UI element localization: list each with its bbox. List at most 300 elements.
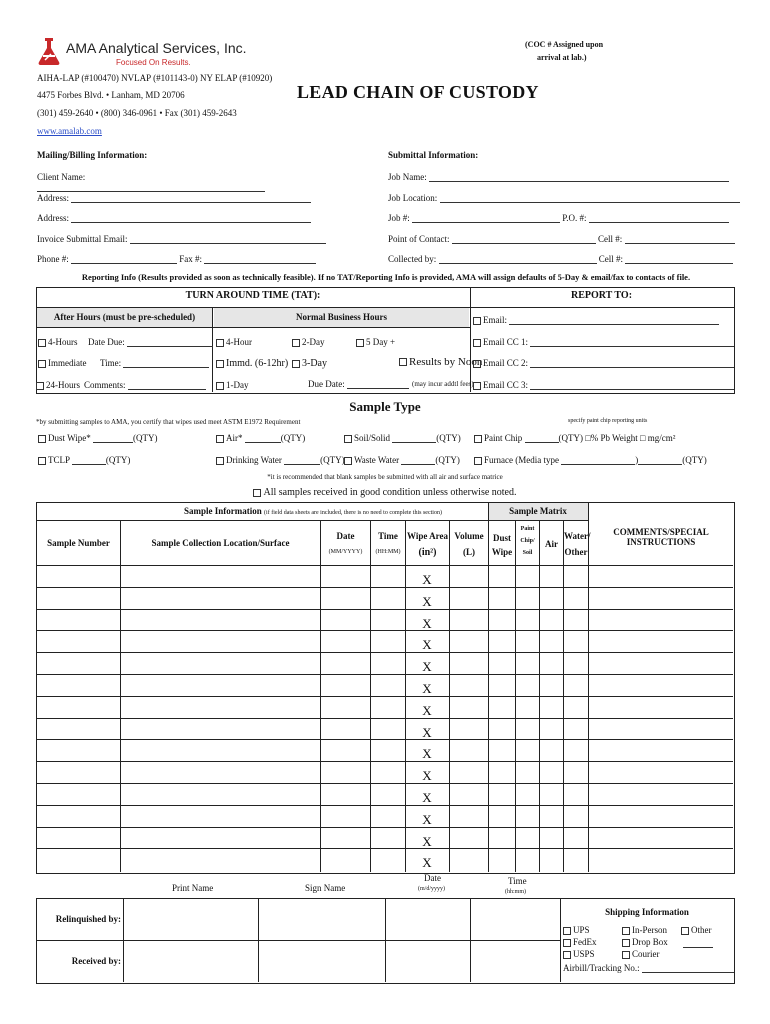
drinking-water-qty-field[interactable] bbox=[284, 455, 320, 465]
date-cell[interactable] bbox=[321, 697, 369, 717]
client-name-row bbox=[37, 172, 312, 192]
two-day-label: 2-Day bbox=[302, 337, 325, 347]
time-cell[interactable] bbox=[371, 784, 404, 804]
waste-water-qty-field[interactable] bbox=[401, 455, 435, 465]
drinking-water-label: Drinking Water bbox=[226, 455, 282, 465]
three-day-checkbox[interactable] bbox=[292, 360, 300, 368]
time-cell[interactable] bbox=[371, 566, 404, 586]
sample-number-cell[interactable] bbox=[38, 566, 119, 586]
col-paint: Paint bbox=[520, 526, 535, 532]
sample-number-cell[interactable] bbox=[38, 828, 119, 848]
time-cell[interactable] bbox=[371, 740, 404, 760]
wipe-area-cell[interactable]: X bbox=[422, 855, 432, 870]
ship-other-checkbox[interactable] bbox=[681, 927, 689, 935]
paint-chip-label: Paint Chip bbox=[484, 433, 523, 443]
col-comments: COMMENTS/SPECIAL INSTRUCTIONS bbox=[613, 527, 709, 547]
water-other-cell[interactable] bbox=[564, 631, 587, 651]
air-cell[interactable] bbox=[540, 675, 562, 695]
ship-fedex-label: FedEx bbox=[573, 937, 597, 947]
air-cell[interactable] bbox=[540, 719, 562, 739]
date-cell[interactable] bbox=[321, 719, 369, 739]
date-cell[interactable] bbox=[321, 784, 369, 804]
dust-wipe-cell[interactable] bbox=[489, 762, 514, 782]
four-hour-option[interactable] bbox=[216, 337, 252, 347]
wipe-area-cell[interactable]: X bbox=[422, 637, 432, 652]
date-cell[interactable] bbox=[321, 762, 369, 782]
immediate-checkbox[interactable] bbox=[38, 360, 46, 368]
report-cc1-checkbox[interactable] bbox=[473, 339, 481, 347]
date-cell[interactable] bbox=[321, 566, 369, 586]
volume-cell[interactable] bbox=[450, 740, 487, 760]
location-cell[interactable] bbox=[121, 675, 319, 695]
water-other-cell[interactable] bbox=[564, 719, 587, 739]
paint-chip-cell[interactable] bbox=[516, 697, 538, 717]
water-other-cell[interactable] bbox=[564, 784, 587, 804]
air-cell[interactable] bbox=[540, 697, 562, 717]
one-day-checkbox[interactable] bbox=[216, 382, 224, 390]
address1-label: Address: bbox=[37, 193, 69, 203]
time-label-bottom: Time bbox=[508, 876, 527, 886]
company-name: AMA Analytical Services, Inc. bbox=[66, 40, 247, 56]
tracking-field[interactable] bbox=[642, 963, 734, 973]
time-cell[interactable] bbox=[371, 762, 404, 782]
job-no-field[interactable] bbox=[412, 213, 560, 223]
client-name-field[interactable] bbox=[37, 182, 265, 192]
volume-cell[interactable] bbox=[450, 719, 487, 739]
paint-chip-option[interactable] bbox=[474, 433, 675, 443]
address1-field[interactable] bbox=[71, 193, 311, 203]
sample-number-cell[interactable] bbox=[38, 631, 119, 651]
air-cell[interactable] bbox=[540, 653, 562, 673]
date-cell[interactable] bbox=[321, 653, 369, 673]
po-field[interactable] bbox=[589, 213, 729, 223]
location-cell[interactable] bbox=[121, 631, 319, 651]
report-email-field[interactable] bbox=[509, 315, 719, 325]
water-other-cell[interactable] bbox=[564, 806, 587, 826]
twentyfour-hours-option[interactable] bbox=[36, 380, 80, 390]
air-qty-field[interactable] bbox=[245, 433, 281, 443]
soil-qty-label: (QTY) bbox=[436, 433, 461, 443]
immd-label: Immd. (6-12hr) bbox=[226, 358, 289, 369]
invoice-email-field[interactable] bbox=[130, 234, 326, 244]
immd-checkbox[interactable] bbox=[216, 360, 224, 368]
sample-number-cell[interactable] bbox=[38, 588, 119, 608]
report-cc1-field[interactable] bbox=[530, 337, 734, 347]
after-hours-heading: After Hours (must be pre-scheduled) bbox=[37, 308, 212, 327]
sample-info-title: Sample Information bbox=[184, 506, 262, 516]
dust-wipe-cell[interactable] bbox=[489, 697, 514, 717]
comments-cell[interactable] bbox=[589, 675, 732, 695]
received-sign-field[interactable] bbox=[259, 941, 385, 982]
job-location-row bbox=[388, 193, 740, 203]
immd-option[interactable] bbox=[216, 358, 288, 369]
date-cell[interactable] bbox=[321, 631, 369, 651]
sample-number-cell[interactable] bbox=[38, 740, 119, 760]
date-due-label: Date Due: bbox=[88, 337, 125, 347]
comments-cell[interactable] bbox=[589, 719, 732, 739]
air-cell[interactable] bbox=[540, 806, 562, 826]
company-address: 4475 Forbes Blvd. • Lanham, MD 20706 bbox=[37, 90, 185, 100]
comments-cell[interactable] bbox=[589, 610, 732, 630]
location-cell[interactable] bbox=[121, 849, 319, 869]
two-day-option[interactable] bbox=[292, 337, 325, 347]
report-cc2-row bbox=[473, 358, 734, 368]
sample-number-cell[interactable] bbox=[38, 784, 119, 804]
relinquished-by-label: Relinquished by: bbox=[55, 914, 121, 924]
paint-chip-cell[interactable] bbox=[516, 566, 538, 586]
sample-number-cell[interactable] bbox=[38, 653, 119, 673]
wipe-area-cell[interactable]: X bbox=[422, 703, 432, 718]
four-hours-checkbox[interactable] bbox=[38, 339, 46, 347]
comments-cell[interactable] bbox=[589, 588, 732, 608]
ship-in-person[interactable] bbox=[622, 925, 667, 935]
air-cell[interactable] bbox=[540, 631, 562, 651]
dust-wipe-cell[interactable] bbox=[489, 588, 514, 608]
comments-cell[interactable] bbox=[589, 653, 732, 673]
dust-wipe-cell[interactable] bbox=[489, 675, 514, 695]
air-cell[interactable] bbox=[540, 762, 562, 782]
location-cell[interactable] bbox=[121, 697, 319, 717]
volume-cell[interactable] bbox=[450, 784, 487, 804]
time-cell[interactable] bbox=[371, 610, 404, 630]
comments-cell[interactable] bbox=[589, 566, 732, 586]
air-option[interactable] bbox=[216, 433, 305, 443]
drinking-water-checkbox[interactable] bbox=[216, 457, 224, 465]
five-day-checkbox[interactable] bbox=[356, 339, 364, 347]
wipe-area-cell[interactable]: X bbox=[422, 768, 432, 783]
good-condition-label: All samples received in good condition unless otherwise noted. bbox=[263, 487, 517, 498]
wipe-area-cell[interactable]: X bbox=[422, 659, 432, 674]
report-cc3-checkbox[interactable] bbox=[473, 382, 481, 390]
one-day-option[interactable] bbox=[216, 380, 249, 390]
ship-usps-checkbox[interactable] bbox=[563, 951, 571, 959]
date-cell[interactable] bbox=[321, 806, 369, 826]
twentyfour-hours-checkbox[interactable] bbox=[36, 382, 44, 390]
paint-chip-cell[interactable] bbox=[516, 806, 538, 826]
air-cell[interactable] bbox=[540, 566, 562, 586]
date-cell[interactable] bbox=[321, 675, 369, 695]
three-day-option[interactable] bbox=[292, 358, 327, 369]
waste-water-option[interactable] bbox=[344, 455, 460, 465]
dust-wipe-cell[interactable] bbox=[489, 566, 514, 586]
location-cell[interactable] bbox=[121, 740, 319, 760]
volume-cell[interactable] bbox=[450, 566, 487, 586]
location-cell[interactable] bbox=[121, 653, 319, 673]
company-website[interactable]: www.amalab.com bbox=[37, 126, 102, 136]
paint-chip-cell[interactable] bbox=[516, 653, 538, 673]
wipe-area-cell[interactable]: X bbox=[422, 725, 432, 740]
report-cc2-field[interactable] bbox=[530, 358, 734, 368]
two-day-checkbox[interactable] bbox=[292, 339, 300, 347]
tclp-qty-field[interactable] bbox=[72, 455, 106, 465]
volume-cell[interactable] bbox=[450, 653, 487, 673]
relinquished-print-field[interactable] bbox=[124, 899, 258, 940]
volume-cell[interactable] bbox=[450, 849, 487, 869]
drinking-water-option[interactable] bbox=[216, 455, 345, 465]
dust-wipe-cell[interactable] bbox=[489, 631, 514, 651]
location-cell[interactable] bbox=[121, 719, 319, 739]
soil-option[interactable] bbox=[344, 433, 461, 443]
air-cell[interactable] bbox=[540, 588, 562, 608]
paint-chip-cell[interactable] bbox=[516, 719, 538, 739]
location-cell[interactable] bbox=[121, 610, 319, 630]
good-condition-row bbox=[0, 487, 770, 498]
water-other-cell[interactable] bbox=[564, 740, 587, 760]
time-cell[interactable] bbox=[371, 588, 404, 608]
ship-courier-checkbox[interactable] bbox=[622, 951, 630, 959]
furnace-checkbox[interactable] bbox=[474, 457, 482, 465]
cell1-field[interactable] bbox=[625, 234, 735, 244]
air-cell[interactable] bbox=[540, 828, 562, 848]
volume-cell[interactable] bbox=[450, 806, 487, 826]
sample-number-cell[interactable] bbox=[38, 849, 119, 869]
report-cc3-row bbox=[473, 380, 734, 390]
results-by-noon-checkbox[interactable] bbox=[399, 358, 407, 366]
furnace-option[interactable]: Furnace (Media type ) (QTY) bbox=[474, 455, 707, 465]
dust-wipe-cell[interactable] bbox=[489, 784, 514, 804]
comments-cell[interactable] bbox=[589, 849, 732, 869]
water-other-cell[interactable] bbox=[564, 566, 587, 586]
paint-chip-qty-field[interactable] bbox=[525, 433, 559, 443]
waste-water-checkbox[interactable] bbox=[344, 457, 352, 465]
paint-chip-cell[interactable] bbox=[516, 849, 538, 869]
air-checkbox[interactable] bbox=[216, 435, 224, 443]
job-no-label: Job #: bbox=[388, 213, 410, 223]
comments-cell[interactable] bbox=[589, 762, 732, 782]
ship-courier[interactable] bbox=[622, 949, 660, 959]
water-other-cell[interactable] bbox=[564, 610, 587, 630]
time-cell[interactable] bbox=[371, 675, 404, 695]
sample-number-cell[interactable] bbox=[38, 806, 119, 826]
volume-cell[interactable] bbox=[450, 697, 487, 717]
ship-drop-box[interactable] bbox=[622, 937, 668, 947]
time-cell[interactable] bbox=[371, 631, 404, 651]
water-other-cell[interactable] bbox=[564, 588, 587, 608]
sample-number-cell[interactable] bbox=[38, 675, 119, 695]
comments-cell[interactable] bbox=[589, 631, 732, 651]
ship-usps[interactable] bbox=[563, 949, 595, 959]
tclp-qty-label: (QTY) bbox=[105, 455, 131, 465]
dust-wipe-cell[interactable] bbox=[489, 719, 514, 739]
paint-chip-units-label: (QTY) □% Pb Weight □ mg/cm² bbox=[558, 433, 676, 443]
water-other-cell[interactable] bbox=[564, 675, 587, 695]
job-location-label: Job Location: bbox=[388, 193, 438, 203]
ship-ups-checkbox[interactable] bbox=[563, 927, 571, 935]
ship-courier-label: Courier bbox=[632, 949, 660, 959]
dust-wipe-cell[interactable] bbox=[489, 610, 514, 630]
furnace-media-field[interactable] bbox=[561, 455, 635, 465]
cell2-field[interactable] bbox=[625, 254, 733, 264]
paint-chip-cell[interactable] bbox=[516, 631, 538, 651]
time-cell[interactable] bbox=[371, 806, 404, 826]
report-email-checkbox[interactable] bbox=[473, 317, 481, 325]
address1-row bbox=[37, 193, 311, 203]
cell1-label: Cell #: bbox=[598, 234, 623, 244]
volume-cell[interactable] bbox=[450, 828, 487, 848]
furnace-qty-field[interactable] bbox=[638, 455, 682, 465]
paint-chip-cell[interactable] bbox=[516, 784, 538, 804]
paint-chip-cell[interactable] bbox=[516, 740, 538, 760]
date-due-field[interactable] bbox=[127, 337, 213, 347]
water-other-cell[interactable] bbox=[564, 762, 587, 782]
paint-chip-cell[interactable] bbox=[516, 828, 538, 848]
sample-number-cell[interactable] bbox=[38, 719, 119, 739]
ship-other[interactable] bbox=[681, 925, 712, 935]
report-cc2-checkbox[interactable] bbox=[473, 360, 481, 368]
dust-wipe-cell[interactable] bbox=[489, 740, 514, 760]
paint-chip-cell[interactable] bbox=[516, 610, 538, 630]
results-by-noon-option[interactable] bbox=[399, 356, 482, 368]
po-label: P.O. #: bbox=[562, 213, 587, 223]
time-cell[interactable] bbox=[371, 719, 404, 739]
dust-wipe-qty-field[interactable] bbox=[93, 433, 133, 443]
air-cell[interactable] bbox=[540, 849, 562, 869]
ship-ups-label: UPS bbox=[573, 925, 590, 935]
soil-checkbox[interactable] bbox=[344, 435, 352, 443]
comments-field[interactable] bbox=[128, 380, 206, 390]
ship-other-field[interactable] bbox=[683, 938, 713, 948]
location-cell[interactable] bbox=[121, 784, 319, 804]
paint-chip-cell[interactable] bbox=[516, 588, 538, 608]
paint-chip-cell[interactable] bbox=[516, 762, 538, 782]
comments-cell[interactable] bbox=[589, 697, 732, 717]
location-cell[interactable] bbox=[121, 762, 319, 782]
col-wipe-area: Wipe Area bbox=[407, 531, 448, 541]
date-cell[interactable] bbox=[321, 610, 369, 630]
wipe-area-cell[interactable]: X bbox=[422, 812, 432, 827]
wipe-area-cell[interactable]: X bbox=[422, 681, 432, 696]
location-cell[interactable] bbox=[121, 806, 319, 826]
immediate-option[interactable] bbox=[38, 358, 86, 368]
ship-drop-box-checkbox[interactable] bbox=[622, 939, 630, 947]
dust-wipe-cell[interactable] bbox=[489, 828, 514, 848]
time-label: Time: bbox=[100, 358, 122, 368]
job-location-field[interactable] bbox=[440, 193, 740, 203]
water-other-cell[interactable] bbox=[564, 653, 587, 673]
relinquished-sign-field[interactable] bbox=[259, 899, 385, 940]
comments-cell[interactable] bbox=[589, 784, 732, 804]
air-cell[interactable] bbox=[540, 740, 562, 760]
dust-wipe-checkbox[interactable] bbox=[38, 435, 46, 443]
wipe-area-cell[interactable]: X bbox=[422, 594, 432, 609]
shipping-heading: Shipping Information bbox=[605, 907, 689, 917]
time-cell[interactable] bbox=[371, 828, 404, 848]
location-cell[interactable] bbox=[121, 588, 319, 608]
sample-number-cell[interactable] bbox=[38, 762, 119, 782]
water-other-cell[interactable] bbox=[564, 828, 587, 848]
ship-fedex[interactable] bbox=[563, 937, 597, 947]
four-hour-checkbox[interactable] bbox=[216, 339, 224, 347]
air-label: Air* bbox=[226, 433, 243, 443]
sample-number-cell[interactable] bbox=[38, 697, 119, 717]
coc-note-2: arrival at lab.) bbox=[537, 53, 587, 62]
water-other-cell[interactable] bbox=[564, 697, 587, 717]
comments-cell[interactable] bbox=[589, 740, 732, 760]
date-cell[interactable] bbox=[321, 828, 369, 848]
paint-chip-cell[interactable] bbox=[516, 675, 538, 695]
dust-wipe-cell[interactable] bbox=[489, 806, 514, 826]
address2-field[interactable] bbox=[71, 213, 311, 223]
water-other-cell[interactable] bbox=[564, 849, 587, 869]
ship-fedex-checkbox[interactable] bbox=[563, 939, 571, 947]
tracking-label: Airbill/Tracking No.: bbox=[563, 963, 640, 973]
time-format-label: (hh:mm) bbox=[505, 889, 526, 895]
wipe-area-cell[interactable]: X bbox=[422, 746, 432, 761]
report-cc3-label: Email CC 3: bbox=[483, 380, 528, 390]
comments-cell[interactable] bbox=[589, 806, 732, 826]
date-cell[interactable] bbox=[321, 849, 369, 869]
good-condition-checkbox[interactable] bbox=[253, 489, 261, 497]
volume-cell[interactable] bbox=[450, 762, 487, 782]
col-date: Date bbox=[336, 531, 355, 541]
furnace-label: Furnace (Media type bbox=[484, 455, 559, 465]
report-to-heading: REPORT TO: bbox=[570, 290, 633, 301]
air-cell[interactable] bbox=[540, 784, 562, 804]
volume-cell[interactable] bbox=[450, 675, 487, 695]
mailing-heading: Mailing/Billing Information: bbox=[37, 150, 148, 160]
col-wipe: Wipe bbox=[491, 547, 513, 557]
report-cc3-field[interactable] bbox=[530, 380, 734, 390]
ship-in-person-checkbox[interactable] bbox=[622, 927, 630, 935]
ship-in-person-label: In-Person bbox=[632, 925, 667, 935]
wipe-area-cell[interactable]: X bbox=[422, 616, 432, 631]
wipe-area-cell[interactable]: X bbox=[422, 834, 432, 849]
location-cell[interactable] bbox=[121, 566, 319, 586]
date-cell[interactable] bbox=[321, 588, 369, 608]
col-date-fmt: (MM/YYYY) bbox=[328, 549, 363, 555]
received-print-field[interactable] bbox=[124, 941, 258, 982]
volume-cell[interactable] bbox=[450, 631, 487, 651]
fax-field[interactable] bbox=[204, 254, 316, 264]
sample-number-cell[interactable] bbox=[38, 610, 119, 630]
date-cell[interactable] bbox=[321, 740, 369, 760]
comments-cell[interactable] bbox=[589, 828, 732, 848]
four-hours-option[interactable] bbox=[38, 337, 78, 347]
time-cell[interactable] bbox=[371, 849, 404, 869]
ship-ups[interactable] bbox=[563, 925, 590, 935]
volume-cell[interactable] bbox=[450, 588, 487, 608]
point-of-contact-row bbox=[388, 234, 735, 244]
dust-wipe-cell[interactable] bbox=[489, 653, 514, 673]
wipe-area-cell[interactable]: X bbox=[422, 790, 432, 805]
volume-cell[interactable] bbox=[450, 610, 487, 630]
soil-qty-field[interactable] bbox=[392, 433, 436, 443]
job-name-field[interactable] bbox=[429, 172, 729, 182]
due-date-field[interactable] bbox=[347, 379, 409, 389]
five-day-option[interactable] bbox=[356, 337, 395, 347]
time-cell[interactable] bbox=[371, 653, 404, 673]
tclp-checkbox[interactable] bbox=[38, 457, 46, 465]
sign-name-label: Sign Name bbox=[305, 883, 346, 893]
twentyfour-hours-label: 24-Hours bbox=[46, 380, 80, 390]
location-cell[interactable] bbox=[121, 828, 319, 848]
dust-wipe-option[interactable] bbox=[38, 433, 157, 443]
air-cell[interactable] bbox=[540, 610, 562, 630]
time-field[interactable] bbox=[123, 358, 209, 368]
dust-wipe-cell[interactable] bbox=[489, 849, 514, 869]
ship-drop-box-label: Drop Box bbox=[632, 937, 668, 947]
collected-by-field[interactable] bbox=[439, 254, 597, 264]
paint-chip-checkbox[interactable] bbox=[474, 435, 482, 443]
client-name-label: Client Name: bbox=[37, 172, 86, 182]
time-cell[interactable] bbox=[371, 697, 404, 717]
phone-label: Phone #: bbox=[37, 254, 69, 264]
phone-field[interactable] bbox=[71, 254, 177, 264]
point-of-contact-field[interactable] bbox=[452, 234, 596, 244]
tclp-option[interactable] bbox=[38, 455, 130, 465]
due-date-label: Due Date: bbox=[308, 379, 345, 389]
wipe-area-cell[interactable]: X bbox=[422, 572, 432, 587]
